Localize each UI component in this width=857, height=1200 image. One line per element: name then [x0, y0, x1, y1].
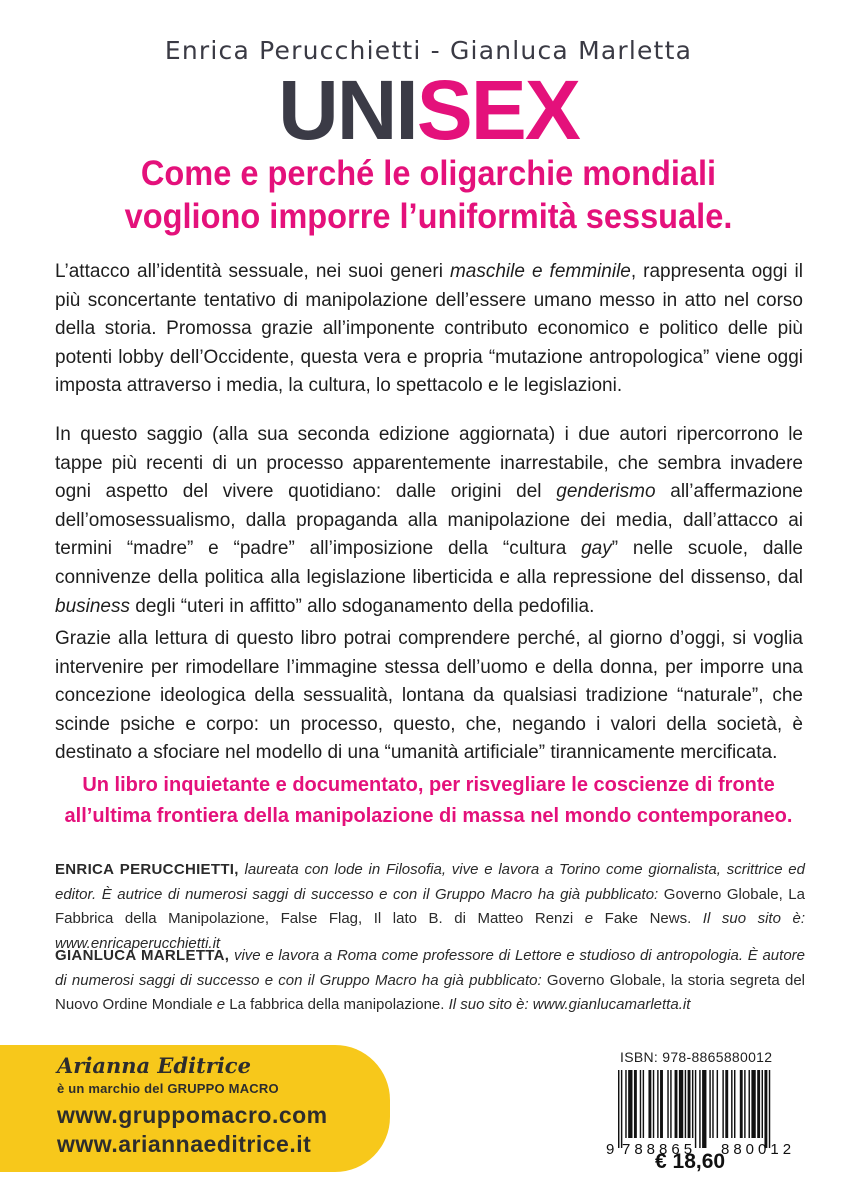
barcode-bar	[734, 1070, 735, 1138]
barcode-bar	[643, 1070, 644, 1138]
p2-text-d: degli “uteri in affitto” allo sdoganamento della pedofilia.	[130, 595, 595, 617]
barcode-bar	[688, 1070, 691, 1138]
barcode-bar	[702, 1070, 706, 1148]
barcode-bar	[657, 1070, 658, 1138]
bio1-name: ENRICA PERUCCHIETTI,	[55, 861, 239, 878]
barcode-bar	[648, 1070, 651, 1138]
bio1-works: Governo Globale, La Fabbrica della Manipolazione, False Flag, Il lato B. di Matteo Renzi	[55, 885, 805, 927]
p3-text: Grazie alla lettura di questo libro potrai comprendere perché, al giorno d’oggi, si voglia intervenire per rimodellare l’immagine stessa dell’uomo e della donna, per imporre una concezione ideologica della sessualità, lontana da qualsiasi tradizione “naturale”, che scinde psiche e corpo: un processo, questo, che, negando i valori della società, è destinato a sfociare nel modello di una “umanità artificiale” tirannicamente mercificata.	[55, 628, 803, 764]
bio1-website: Il suo sito è: www.enricaperucchietti.it	[55, 910, 805, 952]
p2-text-a: In questo saggio (alla sua seconda edizione aggiornata) i due autori ripercorrono le tappe più recenti di un processo apparentemente inarrestabile, che sembra invadere ogni aspetto del vivere quotidiano: dalle origini del	[55, 424, 803, 503]
barcode-bar	[722, 1070, 723, 1138]
bio2-works-b: La fabbrica della manipolazione.	[225, 996, 445, 1013]
bio1-italic-e: e	[584, 910, 594, 927]
barcode-bar	[740, 1070, 743, 1138]
barcode-digits-group-1: 788865	[622, 1141, 697, 1158]
subtitle-line-1: Come e perché le oligarchie mondiali	[140, 154, 717, 193]
barcode-bar	[685, 1070, 686, 1138]
book-title	[0, 63, 857, 157]
p2-italic-business: business	[55, 595, 130, 617]
barcode-bar	[764, 1070, 767, 1148]
p1-text-b: , rappresenta oggi il più sconcertante tentativo di manipolazione dell’essere umano messo in atto nel corso della storia. Promossa grazie all’imponente contributo economico e politico delle più potenti lobby dell’Occidente, questa vera e propria “mutazione antropologica” viene oggi imposta attraverso i media, la cultura, lo spettacolo e le legislazioni.	[55, 261, 803, 397]
barcode-bar	[675, 1070, 678, 1138]
title-part-sex: SEX	[416, 63, 579, 157]
bio2-italic-e: e	[216, 996, 226, 1013]
p1-italic: maschile e femminile	[449, 261, 631, 282]
barcode-bar	[634, 1070, 637, 1138]
paragraph-3	[55, 625, 803, 768]
authors-line: Enrica Perucchietti - Gianluca Marletta	[164, 36, 693, 65]
title-part-uni: UNI	[278, 63, 417, 157]
p2-text-c: ” nelle scuole, dalle connivenze della politica alla legislazione liberticida e alla repressione del dissenso, dal	[55, 538, 803, 588]
barcode-bar	[769, 1070, 770, 1148]
barcode-bar	[699, 1070, 700, 1148]
publisher-url-2[interactable]: www.ariannaeditrice.it	[57, 1131, 312, 1157]
bio1-works-b: Fake News.	[593, 910, 692, 927]
p1-text-a: L’attacco all’identità sessuale, nei suoi generi	[55, 261, 450, 282]
barcode-bar	[744, 1070, 745, 1138]
p2-italic-gay: gay	[581, 538, 612, 560]
bio1-italic-a: laureata con lode in Filosofia, vive e lavora a Torino come giornalista, scrittrice ed editor. È autrice di numerosi saggi di successo e con il Gruppo Macro ha già pubblicato:	[55, 861, 805, 903]
barcode-bar	[725, 1070, 728, 1138]
callout	[30, 770, 827, 832]
barcode-bar	[751, 1070, 755, 1138]
publisher-brand: Arianna Editrice	[57, 1053, 251, 1078]
barcode-bar	[670, 1070, 671, 1138]
bio2-works: Governo Globale, la storia segreta del Nuovo Ordine Mondiale	[55, 971, 805, 1013]
callout-line-1: Un libro inquietante e documentato, per risvegliare le coscienze di fronte	[82, 774, 775, 796]
barcode-bar	[695, 1070, 696, 1148]
barcode-bar	[618, 1070, 619, 1148]
paragraph-2	[55, 421, 803, 621]
barcode-bar	[712, 1070, 713, 1138]
publisher-box	[0, 1045, 390, 1172]
publisher-url-1[interactable]: www.gruppomacro.com	[57, 1102, 328, 1128]
paragraph-1	[55, 258, 803, 401]
barcode-bar	[757, 1070, 760, 1138]
price: € 18,60	[655, 1150, 726, 1173]
barcode-bar	[749, 1070, 750, 1138]
barcode-bar	[660, 1070, 663, 1138]
barcode-bar	[653, 1070, 654, 1138]
barcode-bar	[731, 1070, 732, 1138]
author-bio-marletta	[55, 944, 805, 1018]
barcode-bar	[628, 1070, 632, 1138]
bio2-italic-a: vive e lavora a Roma come professore di Lettore e studioso di antropologia. È autore di numerosi saggi di successo e con il Gruppo Macro ha già pubblicato:	[55, 947, 805, 989]
barcode-bar	[762, 1070, 763, 1138]
subtitle	[0, 152, 857, 238]
barcode-bar	[621, 1070, 622, 1148]
p2-italic-genderismo: genderismo	[556, 481, 656, 503]
author-bio-perucchietti	[55, 858, 805, 956]
bio2-name: GIANLUCA MARLETTA,	[55, 947, 230, 964]
barcode-bar	[679, 1070, 683, 1138]
barcode-bar	[717, 1070, 718, 1138]
barcode-bar	[692, 1070, 693, 1138]
publisher-subline: è un marchio del GRUPPO MACRO	[57, 1081, 279, 1096]
barcode-bar	[709, 1070, 710, 1138]
barcode-digit-first: 9	[606, 1141, 615, 1158]
barcode-digits-group-2: 880012	[721, 1141, 796, 1158]
isbn-label: ISBN: 978-8865880012	[620, 1049, 773, 1065]
callout-line-2: all’ultima frontiera della manipolazione di massa nel mondo contemporaneo.	[64, 805, 793, 827]
barcode-bar	[667, 1070, 668, 1138]
barcode-bar	[640, 1070, 641, 1138]
bio2-website: Il suo sito è: www.gianlucamarletta.it	[444, 996, 691, 1013]
barcode	[606, 1070, 824, 1158]
barcode-bar	[625, 1070, 626, 1138]
p2-text-b: all’affermazione dell’omosessualismo, dalla propaganda alla manipolazione dei media, dall’attacco ai termini “madre” e “padre” all’imposizione della “cultura	[55, 481, 803, 560]
subtitle-line-2: vogliono imporre l’uniformità sessuale.	[124, 197, 733, 236]
barcode-bars	[618, 1070, 770, 1148]
